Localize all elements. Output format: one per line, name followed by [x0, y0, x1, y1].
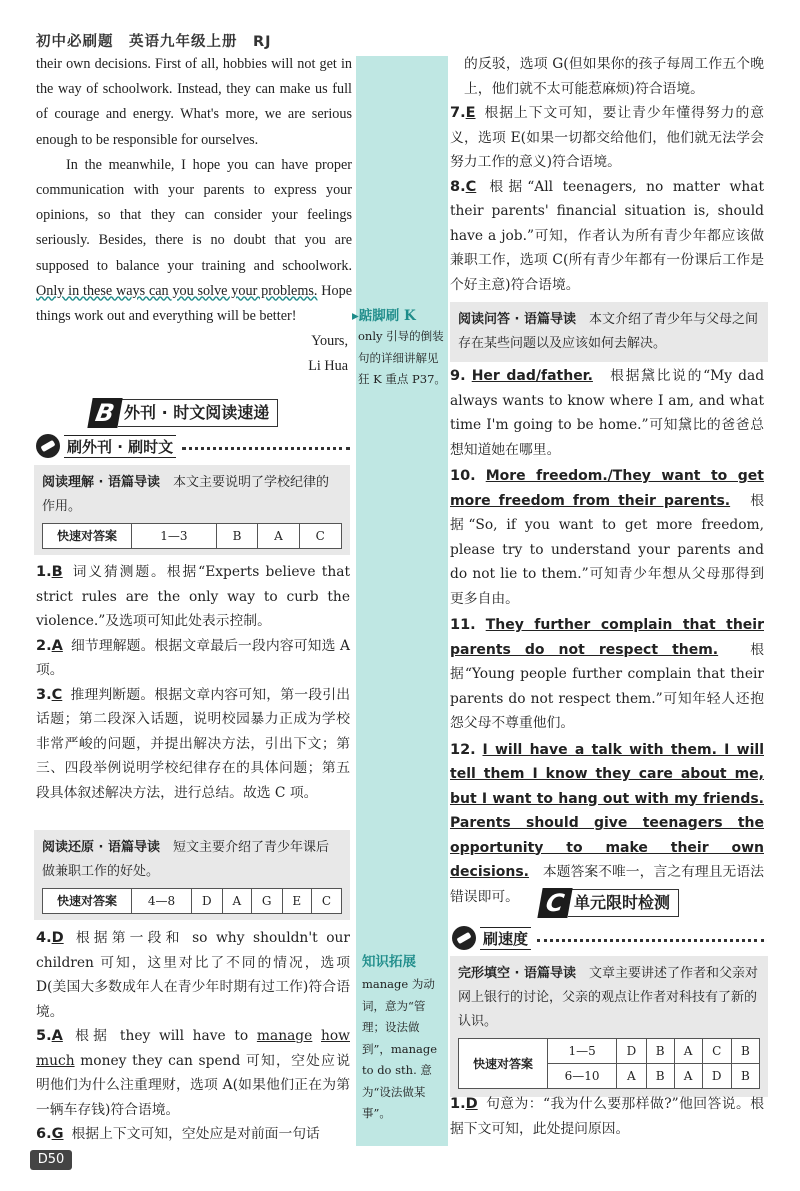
item-key: A: [51, 1028, 63, 1044]
margin-note-2-text: manage 为动词，意为“管理；设法做到”，manage to do sth. 意为“设法做某事”。: [362, 977, 438, 1120]
item-text: [312, 1028, 321, 1044]
reading1-guide-text: 本文主要说明了学校纪律的作用。: [42, 475, 330, 514]
dotted-rule: [537, 939, 764, 942]
reading1-guide-body: [42, 471, 342, 519]
item-number: 10.: [450, 468, 476, 484]
answer-cell: C: [702, 1039, 731, 1064]
answer-cell: 4—8: [132, 889, 192, 914]
item-text: 推理判断题。根据文章内容可知，第一段引出话题；第二段深入话题，说明校园暴力正成为学校非常严峻的问题，并提出解决方法，引出下文；第三、四段举例说明学校纪律存在的具体问题；第五段具体叙述解决方法，进行总结。故选 C 项。: [36, 686, 350, 801]
qa-item: [450, 613, 764, 736]
item-text: money they can spend 可知，空处应说明他们为什么注重理财，选项 A(如果他们正在为第一辆车存钱)符合语境。: [36, 1052, 350, 1118]
reading2-guide-label: 阅读还原 · 语篇导读: [42, 840, 160, 855]
answer-cell: A: [222, 889, 251, 914]
letter-paragraph-2-end: Hope things work out and everything will be better!: [36, 282, 352, 325]
answer-item: [36, 1122, 350, 1147]
section-c-subhead-text: 刷速度: [480, 927, 531, 950]
brush-icon: [36, 434, 60, 458]
right-answers-1: [450, 52, 764, 297]
brush-icon: [452, 926, 476, 950]
answer-table-label: 快速对答案: [43, 889, 132, 914]
section-b-title-text: 外刊 · 时文阅读速递: [118, 399, 278, 427]
item-number: 3.: [36, 686, 52, 703]
cloze-answers: [450, 1092, 764, 1141]
item-text: 根据黛比说的“My dad always wants to know where I am, and what time I'm going to be home.”可知黛比的爸爸总想知道她在哪里。: [450, 368, 765, 458]
left-answers-1: [36, 560, 350, 805]
answer-cell: E: [282, 889, 311, 914]
reading3-guide-label: 阅读问答 · 语篇导读: [458, 312, 576, 327]
reading2-answer-table: [42, 888, 342, 914]
cloze-guide-body: [458, 962, 760, 1034]
item-text: 根据“Young people further complain that their parents do not respect them.”可知年轻人还抱怨父母不尊重他们。: [450, 641, 765, 731]
item-text: 句意为：“我为什么要那样做?”他回答说。根据下文可知，此处提问原因。: [450, 1096, 764, 1137]
item-text: 根据上下文可知，要让青少年懂得努力的意义，选项 E(如果一切都交给他们，他们就无法学会努力工作的意义)符合语境。: [450, 105, 764, 170]
section-c-title-text: 单元限时检测: [568, 889, 679, 917]
answer-cell: D: [191, 889, 222, 914]
letter-closing: Yours,: [311, 333, 348, 350]
item-key: E: [465, 105, 476, 121]
answer-cell: D: [702, 1064, 731, 1089]
item-number: 7.: [450, 105, 466, 121]
item-key: B: [51, 564, 63, 580]
letter-signature: Li Hua: [308, 358, 348, 375]
answer-cell: G: [251, 889, 282, 914]
item-number: 1.: [36, 564, 52, 580]
item-number: 4.: [36, 930, 52, 946]
cloze-answer-table: [458, 1038, 760, 1089]
reading3-guide-text: 本文介绍了青少年与父母之间存在某些问题以及应该如何去解决。: [458, 312, 759, 351]
letter-paragraph-2: [36, 153, 352, 329]
reading3-guide: [450, 302, 768, 362]
answer-item: [36, 1024, 350, 1122]
item-text: 根据上下文可知，空处应是对前面一句话: [71, 1126, 320, 1142]
answer-cell: 1—3: [132, 524, 217, 549]
margin-note-2: [356, 950, 448, 1125]
item-underlined-word: manage: [256, 1028, 313, 1044]
answer-cell: B: [646, 1039, 674, 1064]
item-answer: More freedom./They want to get more freedom from their parents.: [450, 468, 764, 509]
answer-cell: D: [617, 1039, 646, 1064]
answer-table-label: 快速对答案: [459, 1039, 548, 1089]
item-text: 根据 they will have to: [70, 1028, 257, 1044]
answer-cell: 6—10: [548, 1064, 617, 1089]
item-number: 11.: [450, 617, 476, 633]
answer-item: [36, 560, 350, 634]
reading2-guide-body: [42, 836, 342, 884]
item-key: D: [51, 930, 64, 946]
reading1-answer-table: [42, 523, 342, 549]
item-answer: I will have a talk with them. I will tell them I know they care about me, but I want to hang out with my friends. Parents should give teenagers the opportunity to make their own decisions.: [450, 741, 764, 880]
answer-cell: B: [216, 524, 258, 549]
letter-paragraph-2-main: In the meanwhile, I hope you can have proper communication with your parents to express your opinions, so that they can consider your feelings seriously. Besides, there is no doubt that you are supposed to balance your training and schoolwork.: [36, 156, 352, 274]
answer-cell: C: [311, 889, 341, 914]
answer-cell: A: [674, 1064, 702, 1089]
section-b-badge: B: [87, 398, 122, 428]
cloze-guide-text: 文章主要讲述了作者和父亲对网上银行的讨论，父亲的观点让作者对科技有了新的认识。: [458, 966, 759, 1029]
answer-cell: C: [299, 524, 341, 549]
item-number: 8.: [450, 178, 466, 195]
item-number: 5.: [36, 1028, 52, 1044]
margin-note-1-title: ▸踮脚刷 K: [352, 308, 416, 324]
page-number: D50: [30, 1150, 72, 1170]
section-c-badge: C: [537, 888, 572, 918]
qa-item: [450, 364, 764, 462]
item-key: D: [465, 1096, 478, 1112]
item-text: 词义猜测题。根据“Experts believe that strict rules are the only way to curb the violence.”及选项可知此处表示控制。: [36, 564, 350, 629]
item-text: 根据“So, if you want to get more freedom, please try to understand your parents and do not lie to them.”可知青少年想从父母那得到更多自由。: [450, 492, 764, 607]
answer-item: [36, 683, 350, 806]
answer-cell: B: [646, 1064, 674, 1089]
left-answers-2: [36, 926, 350, 1147]
item-number: 6.: [36, 1126, 52, 1142]
item-text: 根据第一段和 so why shouldn't our children 可知，这里对比了不同的情况，选项 D(美国大多数成年人在青少年时期有过工作)符合语境。: [36, 930, 350, 1020]
cloze-guide: [450, 956, 768, 1097]
answer-table-label: 快速对答案: [43, 524, 132, 549]
answer-item: [36, 926, 350, 1024]
reading1-guide-label: 阅读理解 · 语篇导读: [42, 475, 160, 490]
answer-item-continued: [464, 52, 764, 101]
item-text: 的反驳，选项 G(但如果你的孩子每周工作五个晚上，他们就不太可能惹麻烦)符合语境。: [464, 56, 764, 97]
item-number: 1.: [450, 1096, 466, 1112]
reading2-guide: [34, 830, 350, 920]
item-text: 本题答案不唯一，言之有理且无语法错误即可。: [450, 864, 765, 905]
letter-text: [36, 52, 352, 380]
section-c-subhead: [452, 926, 764, 950]
answer-cell: 1—5: [548, 1039, 617, 1064]
reading2-guide-text: 短文主要介绍了青少年课后做兼职工作的好处。: [42, 840, 330, 879]
section-b-subhead-text: 刷外刊 · 刷时文: [64, 435, 176, 458]
item-key: A: [51, 637, 63, 654]
qa-item: [450, 738, 764, 910]
margin-note-1-text: only 引导的倒装句的详细讲解见狂 K 重点 P37。: [358, 329, 446, 386]
answer-cell: B: [731, 1064, 759, 1089]
answer-item: [450, 1092, 764, 1141]
item-answer: Her dad/father.: [471, 368, 593, 384]
item-key: G: [51, 1126, 64, 1142]
letter-highlight-sentence: Only in these ways can you solve your problems.: [36, 282, 318, 299]
letter-paragraph-1: their own decisions. First of all, hobbies will not get in the way of schoolwork. Instead, they can make us full of courage and energy. What's more, we are serious enough to be responsible for ourselves.: [36, 56, 352, 148]
reading1-guide: [34, 465, 350, 555]
qa-answers: [450, 364, 764, 909]
item-answer: They further complain that their parents do not respect them.: [450, 617, 764, 658]
answer-item: [450, 101, 764, 175]
answer-cell: B: [731, 1039, 759, 1064]
answer-cell: A: [258, 524, 299, 549]
item-key: C: [51, 686, 63, 703]
item-number: 9.: [450, 368, 466, 384]
section-c-title: [540, 888, 679, 918]
item-text: 细节理解题。根据文章最后一段内容可知选 A 项。: [36, 637, 350, 678]
margin-note-2-title: 知识拓展: [362, 954, 416, 970]
item-number: 2.: [36, 637, 52, 654]
item-number: 12.: [450, 741, 476, 758]
page-header: 初中必刷题 英语九年级上册 RJ: [36, 34, 272, 50]
cloze-guide-label: 完形填空 · 语篇导读: [458, 966, 576, 981]
answer-cell: A: [617, 1064, 646, 1089]
answer-item: [450, 175, 764, 298]
item-underlined-word: how much: [36, 1028, 350, 1069]
qa-item: [450, 464, 764, 611]
section-b-subhead: [36, 434, 350, 458]
margin-note-1: [352, 304, 450, 391]
item-text: 根据“All teenagers, no matter what their parents' financial situation is, should have a job.”可知，作者认为所有青少年都应该做兼职工作，选项 C(所有青少年都有一份课后工作是个好主意)符合语境。: [450, 178, 764, 293]
dotted-rule: [182, 447, 350, 450]
answer-cell: A: [674, 1039, 702, 1064]
answer-item: [36, 634, 350, 683]
item-key: C: [465, 178, 477, 195]
section-b-title: [90, 398, 278, 428]
